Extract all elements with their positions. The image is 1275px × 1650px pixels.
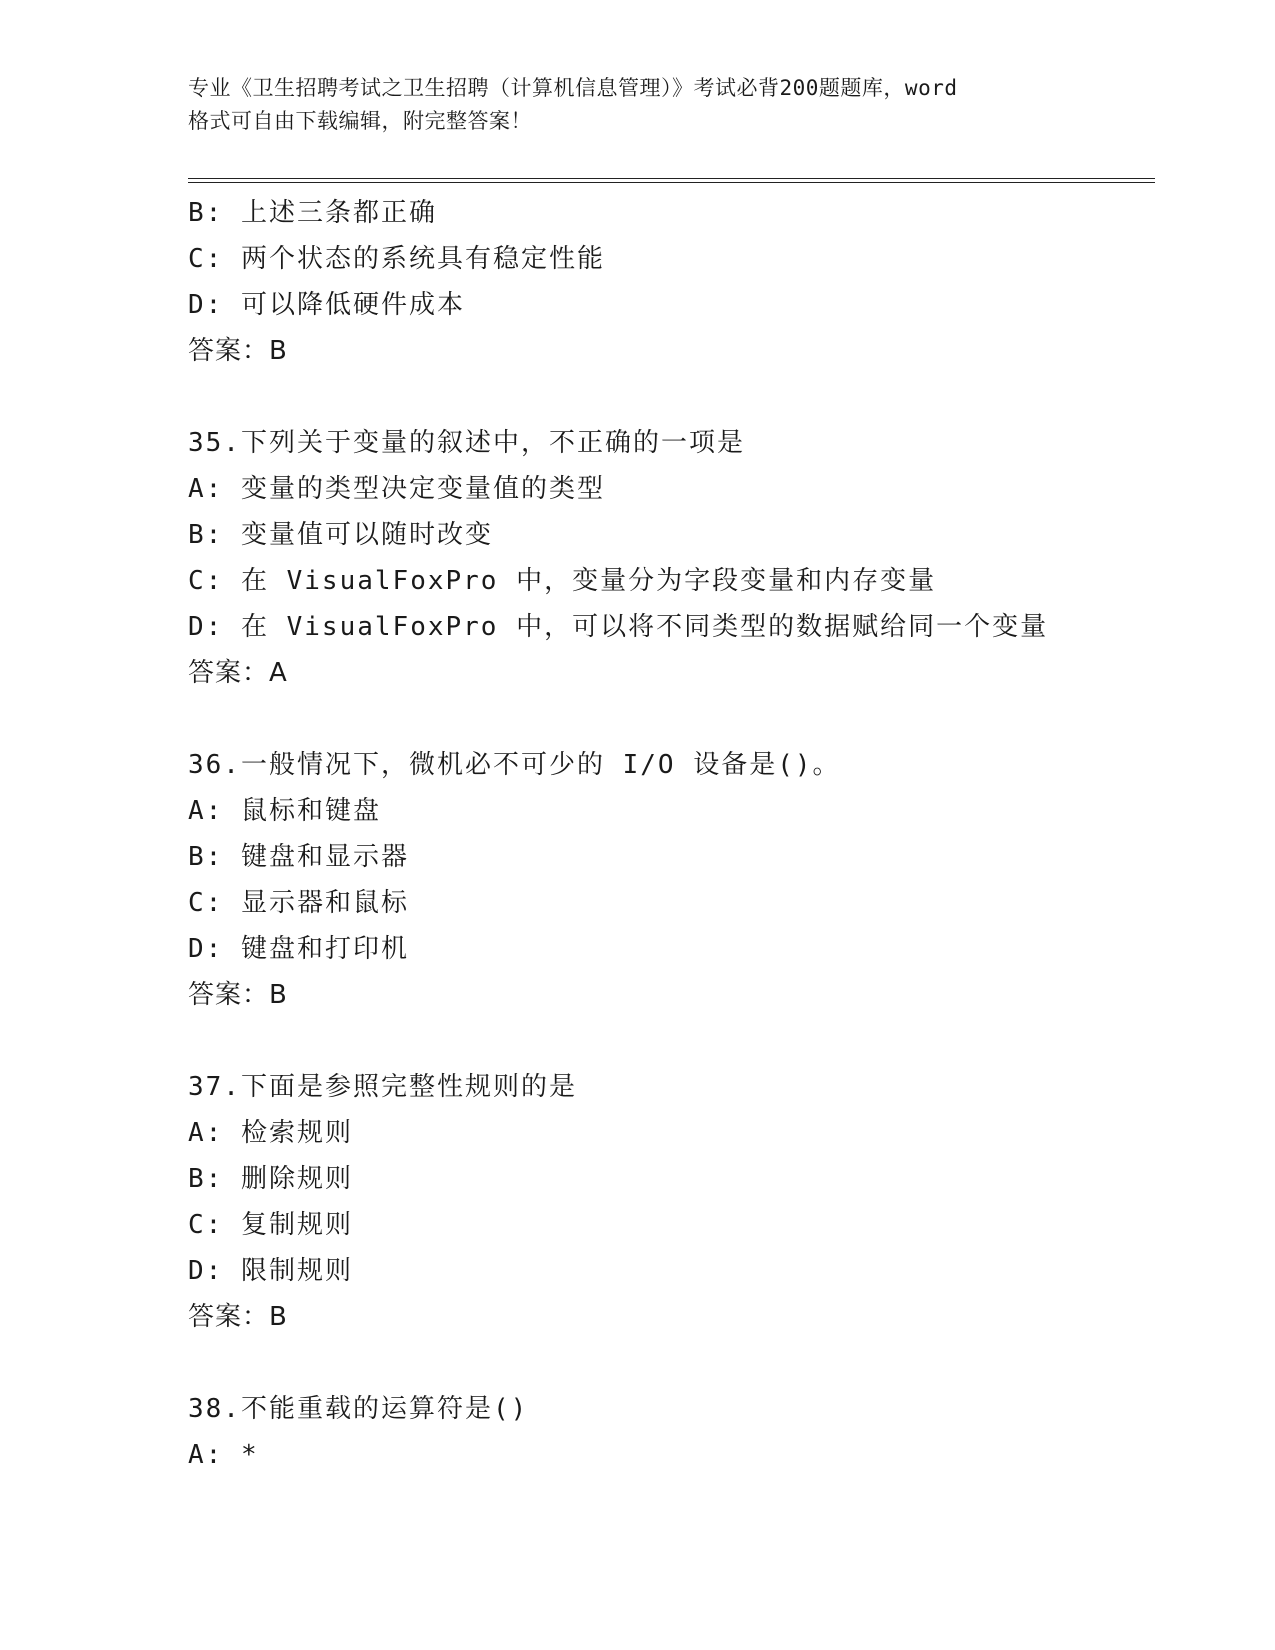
question-36 — [188, 742, 1155, 1018]
option-label: B: — [188, 520, 224, 550]
option-b — [188, 512, 1155, 558]
option-d — [188, 604, 1155, 650]
option-label: A: — [188, 1118, 224, 1148]
option-c — [188, 880, 1155, 926]
question-stem: 37.下面是参照完整性规则的是 — [188, 1072, 577, 1102]
spacer — [188, 696, 1155, 742]
option-text: 两个状态的系统具有稳定性能 — [240, 244, 605, 274]
spacer — [188, 1340, 1155, 1386]
answer-line: 答案：A — [188, 658, 288, 688]
option-a — [188, 788, 1155, 834]
option-text: 上述三条都正确 — [240, 198, 437, 228]
option-label: B: — [188, 1164, 224, 1194]
document-header — [188, 72, 1088, 138]
option-label: A: — [188, 474, 224, 504]
option-c — [188, 236, 1155, 282]
option-text: 删除规则 — [240, 1164, 353, 1194]
option-text: 键盘和打印机 — [240, 934, 409, 964]
header-divider-bottom — [188, 182, 1155, 183]
option-b — [188, 1156, 1155, 1202]
header-title-line-2: 格式可自由下载编辑，附完整答案！ — [188, 109, 532, 133]
option-a — [188, 1432, 1155, 1478]
option-label: A: — [188, 1440, 224, 1470]
option-label: C: — [188, 888, 224, 918]
option-text: 在 VisualFoxPro 中，变量分为字段变量和内存变量 — [240, 566, 937, 596]
option-text: * — [240, 1440, 259, 1470]
question-stem: 36.一般情况下，微机必不可少的 I/O 设备是()。 — [188, 750, 841, 780]
option-label: D: — [188, 1256, 224, 1286]
option-text: 复制规则 — [240, 1210, 353, 1240]
option-label: A: — [188, 796, 224, 826]
option-label: D: — [188, 612, 224, 642]
option-b — [188, 834, 1155, 880]
answer-line: 答案：B — [188, 336, 288, 366]
option-text: 限制规则 — [240, 1256, 353, 1286]
option-label: D: — [188, 290, 224, 320]
option-label: B: — [188, 198, 224, 228]
option-text: 在 VisualFoxPro 中，可以将不同类型的数据赋给同一个变量 — [240, 612, 1049, 642]
option-text: 鼠标和键盘 — [240, 796, 381, 826]
answer-line: 答案：B — [188, 980, 288, 1010]
question-35 — [188, 420, 1155, 696]
option-b — [188, 190, 1155, 236]
option-a — [188, 466, 1155, 512]
option-d — [188, 282, 1155, 328]
question-stem: 38.不能重载的运算符是() — [188, 1394, 529, 1424]
option-label: C: — [188, 244, 224, 274]
spacer — [188, 374, 1155, 420]
option-text: 可以降低硬件成本 — [240, 290, 465, 320]
option-label: B: — [188, 842, 224, 872]
question-stem: 35.下列关于变量的叙述中，不正确的一项是 — [188, 428, 745, 458]
option-c — [188, 1202, 1155, 1248]
option-d — [188, 926, 1155, 972]
option-label: C: — [188, 566, 224, 596]
header-title-line-1: 专业《卫生招聘考试之卫生招聘（计算机信息管理）》考试必背200题题库，word — [188, 76, 958, 100]
option-c — [188, 558, 1155, 604]
answer-line: 答案：B — [188, 1302, 288, 1332]
option-text: 检索规则 — [240, 1118, 353, 1148]
question-38 — [188, 1386, 1155, 1478]
option-a — [188, 1110, 1155, 1156]
question-list — [188, 190, 1155, 1478]
spacer — [188, 1018, 1155, 1064]
question-37 — [188, 1064, 1155, 1340]
option-text: 显示器和鼠标 — [240, 888, 409, 918]
option-text: 变量值可以随时改变 — [240, 520, 493, 550]
option-label: D: — [188, 934, 224, 964]
option-text: 键盘和显示器 — [240, 842, 409, 872]
header-divider-top — [188, 178, 1155, 179]
option-text: 变量的类型决定变量值的类型 — [240, 474, 605, 504]
question-continued — [188, 190, 1155, 374]
option-d — [188, 1248, 1155, 1294]
option-label: C: — [188, 1210, 224, 1240]
